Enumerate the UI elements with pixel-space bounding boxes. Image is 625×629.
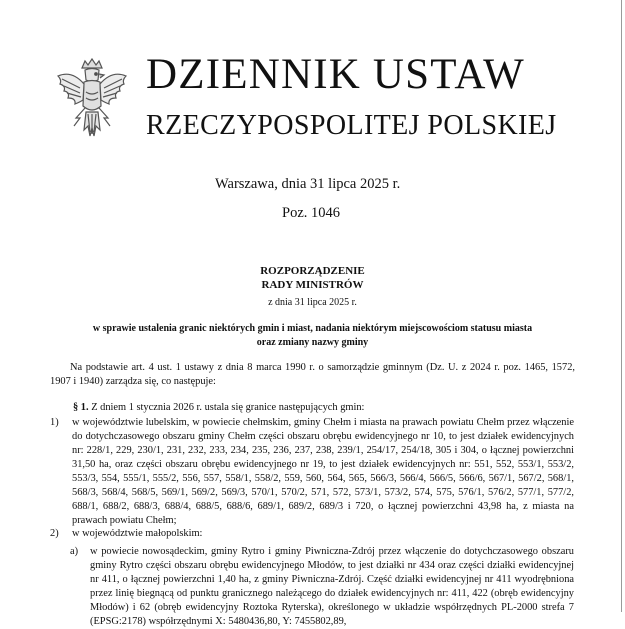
document-subject-line1: w sprawie ustalenia granic niektórych gmin i miast, nadania niektórym miejscowościom statusu miasta [92,323,533,334]
letter-a-text: w powiecie nowosądeckim, gminy Rytro i gminy Piwniczna-Zdrój przez włączenie do dotychczasowego obszaru gminy Rytro części obszaru obrębu ewidencyjnego Młodów, to jest działki nr 434 oraz części działki ewidencyjnej nr 411, o łącznej powierzchni 1,40 ha, z gminy Piwniczna-Zdrój. Część działki ewidencyjnej nr 411 wyodrębniona przez linię biegnącą od punktu granicznego należącego do działek ewidencyjnych nr: 411, 422 (obręb ewidencyjny Młodów) i 62 (obręb ewidencyjny Roztoka Ryterska), określonego w układzie współrzędnych PL-2000 strefa 7 (EPSG:2178) współrzędnymi X: 5480436,80, Y: 7455802,89, [90,546,574,627]
journal-title: DZIENNIK USTAW [146,51,525,98]
section-1-marker: § 1. [73,402,89,413]
polish-eagle-emblem-icon [52,56,132,146]
document-type-line2: RADY MINISTRÓW [261,279,364,291]
position-number: Poz. 1046 [282,205,340,221]
document-type-line1: ROZPORZĄDZENIE [260,265,365,277]
section-1-text: Z dniem 1 stycznia 2026 r. ustala się granice następujących gmin: [88,402,365,413]
document-type [0,264,625,292]
section-1 [73,401,573,415]
point-2-text: w województwie małopolskim: [72,528,203,539]
journal-subtitle: RZECZYPOSPOLITEJ POLSKIEJ [146,110,557,141]
point-1-number: 1) [50,417,59,428]
letter-a-number: a) [70,546,79,557]
document-subject [60,322,565,350]
document-date: z dnia 31 lipca 2025 r. [268,297,357,308]
document-subject-line2: oraz zmiany nazwy gminy [256,337,369,348]
place-and-date: Warszawa, dnia 31 lipca 2025 r. [215,176,401,192]
point-1-text: w województwie lubelskim, w powiecie chełmskim, gminy Chełm i miasta na prawach powiatu Chełm przez włączenie do dotychczasowego obszaru gminy Chełm części obszaru obrębu ewidencyjnego nr 10, to jest działek ewidencyjnych nr: 228/1, 229, 230/1, 231, 232, 233, 234, 235, 236, 237, 238, 239/1, 254/17, 254/18, 305 i 304, o łącznej powierzchni 31,50 ha, oraz części obszaru obrębu ewidencyjnego nr 19, to jest działek ewidencyjnych nr: 551, 552, 553/1, 553/2, 553/3, 554, 555/1, 555/2, 556, 557, 558/1, 558/2, 559, 560, 564, 565, 566/3, 566/4, 566/5, 566/6, 567/1, 567/2, 568/1, 568/3, 568/4, 568/5, 569/1, 569/2, 569/3, 570/1, 570/2, 571, 572, 573/1, 573/2, 574, 575, 576/1, 576/2, 577/1, 577/2, 688/1, 688/2, 688/3, 688/4, 688/5, 688/6, 689/1, 689/2, 689/3 i 720, o łącznej powierzchni 43,98 ha, z miasta na prawach powiatu Chełm; [72,417,574,526]
point-2-number: 2) [50,528,59,539]
preamble: Na podstawie art. 4 ust. 1 ustawy z dnia 8 marca 1990 r. o samorządzie gminnym (Dz. U. z 2024 r. poz. 1465, 1572, 1907 i 1940) zarządza się, co następuje: [50,362,575,387]
